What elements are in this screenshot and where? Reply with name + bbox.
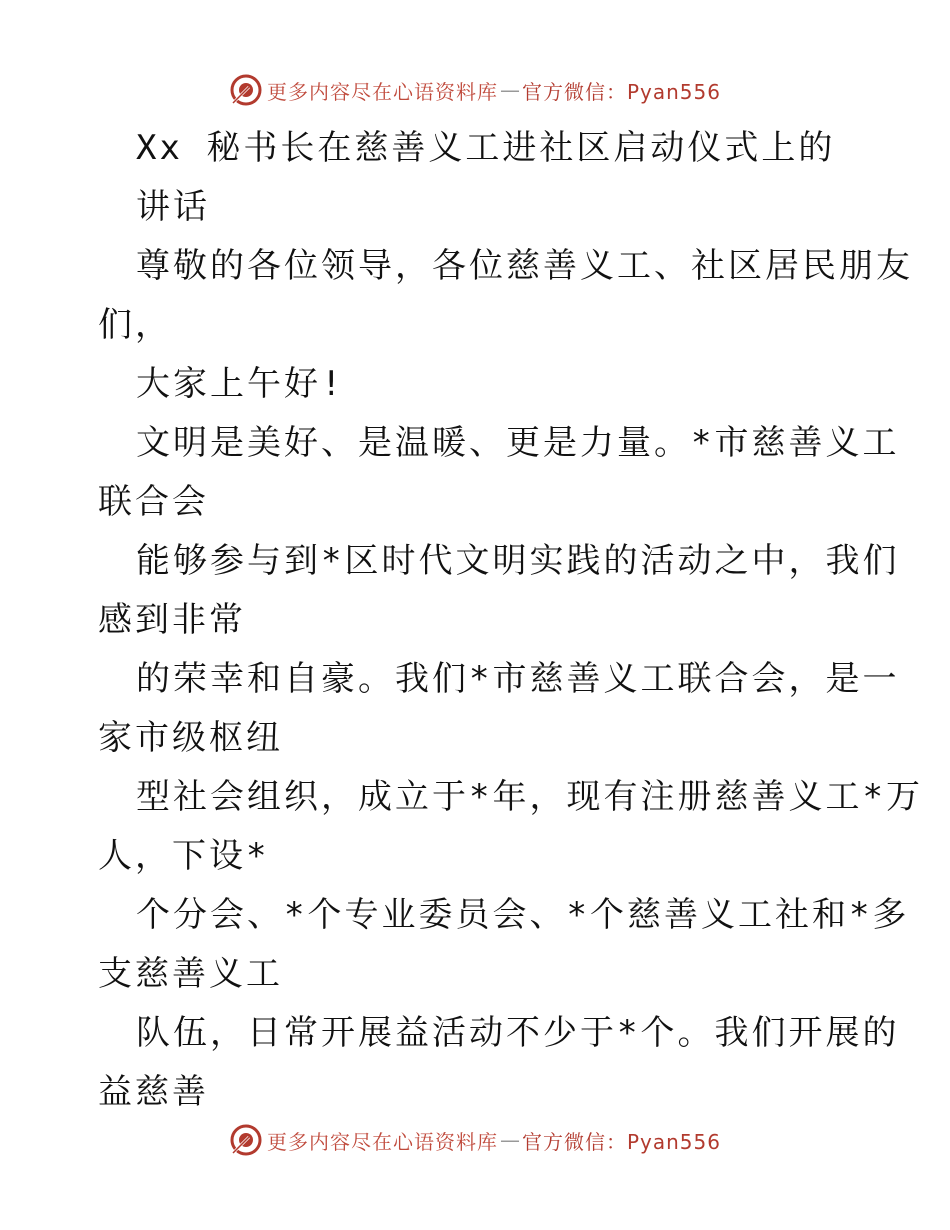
logo-icon xyxy=(229,1123,263,1157)
doc-line: 们， xyxy=(98,305,172,345)
watermark-dash: — xyxy=(499,78,520,102)
watermark-contact: 官方微信：Pyan556 xyxy=(521,1129,721,1154)
doc-line: 大家上午好! xyxy=(136,364,345,404)
doc-line: 文明是美好、是温暖、更是力量。*市慈善义工 xyxy=(136,423,900,463)
watermark-banner-top xyxy=(0,70,950,110)
watermark-banner-bottom xyxy=(0,1120,950,1160)
doc-line: 联合会 xyxy=(98,482,209,522)
doc-line: 能够参与到*区时代文明实践的活动之中，我们 xyxy=(136,541,900,581)
doc-line: 的荣幸和自豪。我们*市慈善义工联合会，是一 xyxy=(136,659,900,699)
watermark-contact: 官方微信：Pyan556 xyxy=(521,79,721,104)
doc-line: 人，下设* xyxy=(98,836,270,876)
watermark-text: 更多内容尽在心语资料库 xyxy=(266,79,498,104)
doc-line: Xx 秘书长在慈善义工进社区启动仪式上的 xyxy=(136,128,836,168)
doc-line: 尊敬的各位领导，各位慈善义工、社区居民朋友 xyxy=(136,246,913,286)
document-body xyxy=(98,119,923,1122)
doc-line: 型社会组织，成立于*年，现有注册慈善义工*万 xyxy=(136,777,923,817)
doc-line: 支慈善义工 xyxy=(98,954,283,994)
doc-line: 个分会、*个专业委员会、*个慈善义工社和*多 xyxy=(136,895,910,935)
doc-line: 益慈善 xyxy=(98,1072,209,1112)
doc-line: 家市级枢纽 xyxy=(98,718,283,758)
doc-line: 感到非常 xyxy=(98,600,246,640)
watermark-dash: — xyxy=(499,1128,520,1152)
watermark-text: 更多内容尽在心语资料库 xyxy=(266,1129,498,1154)
logo-icon xyxy=(229,73,263,107)
doc-line: 队伍，日常开展益活动不少于*个。我们开展的 xyxy=(136,1013,900,1053)
doc-line: 讲话 xyxy=(136,187,210,227)
